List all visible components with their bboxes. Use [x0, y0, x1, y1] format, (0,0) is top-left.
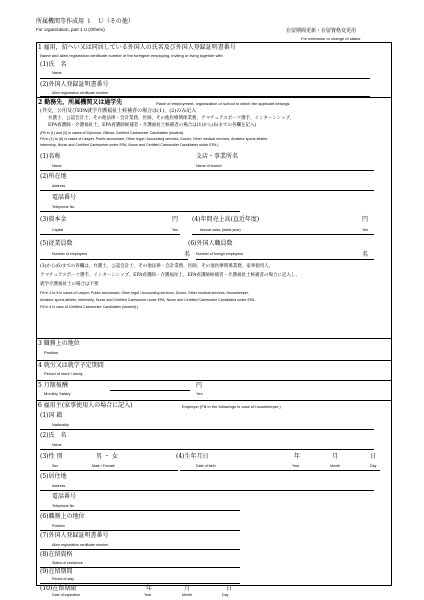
s1-alien-field[interactable] [40, 96, 370, 97]
s2-note3-en: Internship, Nurse and Certified Careworker under EPA, Nurse and Certified Careworker Candidates under EPA.) [40, 143, 219, 147]
s6-pos-field[interactable] [40, 530, 240, 531]
s6-sex-options[interactable]: 男 ・ 女 [96, 453, 118, 460]
divider-s4 [36, 360, 392, 361]
s2-branch-label: 支店・事業所名 [196, 153, 239, 160]
s5-heading: 5 月額報酬 [38, 382, 68, 389]
s6-status-label-en: Status of residence [52, 561, 83, 565]
s6-tel-label-en: Telephone No. [52, 504, 76, 508]
s5-salary-field[interactable] [110, 390, 190, 391]
form-title-en: For organization, part 1 U (Others) [36, 27, 105, 32]
s2-note4-en: Fill in 3 to 5 in cases of Lawyer, Public accountant, Other legal / Accounting services, Doctor, Other medical services, Housekeeper, [40, 291, 249, 295]
s2-heading-en: Place of employment, organization or school to which the applicant belongs [156, 101, 290, 106]
s2-sales-unit: 円 [362, 216, 369, 223]
s1-name-label-en: Name [52, 71, 62, 75]
s6-status-label: (8)在留資格 [40, 551, 73, 558]
s6-tel-field[interactable] [40, 510, 240, 511]
s6-heading-en: Employer (Fill in the followings in case of housekeeper.) [182, 404, 281, 409]
s2-branch-label-en: Name of branch [196, 164, 222, 168]
s6-dob-month-en: Month [330, 464, 340, 468]
s6-addr-label: (5)居住地 [40, 473, 67, 480]
s6-name-label-en: Name [52, 443, 62, 447]
s2-foreign-label: (6)外国人職員数 [188, 240, 233, 247]
s6-exp-year-en: Year [144, 593, 152, 597]
s1-heading-en: Name and alien registration certificate number of the foreigner employing, inviting or living together with [40, 53, 223, 58]
s2-sales-label-en: Annual sales (latest year) [200, 228, 241, 232]
form-purpose-en: For extension or change of status [301, 36, 361, 41]
s6-heading: 6 雇用主(家事使用人の場合に記入) [38, 402, 133, 409]
s2-sales-yen: Yen [362, 228, 369, 232]
s2-tel-label: 電話番号 [52, 194, 77, 201]
s6-exp-month: 月 [184, 585, 191, 592]
s6-sex-options-en: Male / Female [92, 464, 115, 468]
s2-note4: (3)から(6)までの各欄は，弁護士，公認会計士，その他法律・会計業務，医師，その他医療関係業務，家事使用人， [40, 264, 274, 269]
s6-alien-field[interactable] [40, 549, 240, 550]
s2-sales-field[interactable] [192, 234, 374, 235]
s6-pos-label: (6)職務上の地位 [40, 513, 85, 520]
s6-name-label: (2)氏 名 [40, 432, 67, 439]
s2-capital-label-en: Capital [52, 228, 64, 232]
s2-tel-label-en: Telephone No. [52, 205, 76, 209]
s6-period-label: (9)在留期間 [40, 568, 73, 575]
s2-address-label-en: Address [52, 184, 66, 188]
s6-dob-month: 月 [332, 453, 339, 460]
s6-dob-day-en: Day [370, 464, 377, 468]
form-title: 所属機関等作成用 １ Ｕ（その他） [36, 18, 134, 25]
s6-period-field[interactable] [40, 583, 240, 584]
s2-name-field[interactable] [40, 170, 374, 171]
s3-heading: 3 職務上の地位 [38, 340, 80, 347]
s6-dob-year: 年 [294, 453, 301, 460]
divider-s2 [36, 97, 392, 98]
divider-s5 [36, 380, 392, 381]
s2-employees-unit: 名 [184, 251, 191, 258]
s2-note1-en: (Fill in (1) and (2) in cases of Diplomat, Official, Certified Careworker Candidates (student). [40, 131, 184, 135]
s2-note6-en: Fill in 4 in case of Certified Careworker Candidates (student).) [40, 305, 139, 309]
s6-dob-year-en: Year [292, 464, 300, 468]
s6-exp-label: (10)在留期限 [40, 585, 77, 592]
s6-exp-month-en: Month [182, 593, 192, 597]
s2-note6: 就学介護福祉士の場合は不要 [40, 282, 99, 287]
divider-s6 [36, 400, 392, 401]
divider-s3 [36, 338, 392, 339]
s6-alien-label: (7)外国人登録証明書番号 [40, 532, 109, 539]
s2-note5: アマチュアスポーツ選手，インターンシップ，EPA看護師・介護福祉士，EPA看護師候補者・介護福祉士候補者の場合に記入し， [40, 273, 300, 278]
s1-alien-label-en: Alien registration certificate number [52, 91, 109, 95]
s2-foreign-field[interactable] [196, 259, 374, 260]
s6-exp-day: 日 [226, 585, 233, 592]
s6-dob-label-en: Date of birth [196, 464, 216, 468]
s1-name-label: (1)氏 名 [40, 61, 67, 68]
s6-sex-label-en: Sex [52, 464, 59, 468]
form-purpose: 在留期間更新・在留資格変更用 [286, 28, 357, 34]
s2-capital-field[interactable] [40, 234, 180, 235]
s2-note2-en: Fill in (1) to (6) in cases of Lawyer, Public accountant, Other legal / Accounting services, Doctor, Other medical services, Amateur sports athlete, [40, 137, 269, 141]
s6-sex-field[interactable] [40, 470, 178, 471]
s6-nat-label: (1)国 籍 [40, 412, 63, 419]
s6-period-label-en: Period of stay [52, 577, 74, 581]
s6-addr-field[interactable] [40, 490, 374, 491]
s6-alien-label-en: Alien registration certificate number [52, 543, 109, 547]
s2-address-field[interactable] [40, 190, 374, 191]
s6-dob-label: (4)生年月日 [176, 453, 209, 460]
s1-heading: 1 雇用，招へい又は同居している外国人の氏名及び外国人登録証明書番号 [38, 44, 236, 51]
s2-employees-field[interactable] [40, 259, 188, 260]
s2-tel-field[interactable] [40, 211, 240, 212]
s2-name-label-en: Name [52, 164, 62, 168]
s5-unit: 円 [196, 382, 203, 389]
s2-sales-label: (4)年間売上高(直近年度) [192, 216, 260, 223]
s5-heading-en: Monthly Salary [44, 391, 71, 396]
s6-pos-label-en: Position [52, 524, 65, 528]
s2-note5-en: Amateur sports athlete, Internship, Nurse and Certified Careworker under EPA, Nurse and Certified Careworker Candidates under EPA. [40, 298, 256, 302]
s2-note1: (外交，公用及びEPA就学介護福祉士候補者の場合は(1)，(2)のみ記入 [40, 108, 197, 114]
s3-heading-en: Position [44, 350, 59, 355]
s6-name-field[interactable] [40, 449, 374, 450]
s6-nat-label-en: Nationality [52, 423, 69, 427]
s4-heading-en: Period of work / study [44, 371, 83, 376]
s6-sex-label: (3)性 別 [40, 453, 63, 460]
s6-exp-day-en: Day [222, 593, 229, 597]
s2-foreign-unit: 名 [362, 251, 369, 258]
s6-exp-year: 年 [146, 585, 153, 592]
s6-dob-field[interactable] [180, 470, 380, 471]
s2-address-label: (2)所在地 [40, 173, 67, 180]
s2-note3: EPA看護師・介護福祉士，EPA看護師候補者・介護福祉士候補者の場合は(1)から(6)までの各欄を記入) [48, 123, 257, 128]
s2-note2: 弁護士，公認会計士，その他法律・会計業務，医師，その他医療関係業務，アマチュアスポーツ選手，インターンシップ， [48, 116, 295, 121]
s6-addr-label-en: Address [52, 484, 66, 488]
s2-capital-yen: Yen [172, 228, 179, 232]
s2-capital-unit: 円 [172, 216, 179, 223]
s2-name-label: (1)名称 [40, 153, 61, 160]
s1-alien-label: (2)外国人登録証明書番号 [40, 81, 109, 88]
s2-employees-label-en: Number of employees [52, 252, 88, 256]
s1-name-field[interactable] [40, 78, 370, 79]
s2-foreign-label-en: Number of foreign employees [196, 252, 244, 256]
s6-tel-label: 電話番号 [52, 493, 77, 500]
s2-employees-label: (5)従業員数 [40, 240, 73, 247]
s5-unit-en: Yen [196, 391, 203, 396]
s2-capital-label: (3)資本金 [40, 216, 67, 223]
s4-heading: 4 就労又は就学予定期間 [38, 362, 104, 369]
s6-dob-day: 日 [370, 453, 377, 460]
s6-nat-field[interactable] [40, 429, 374, 430]
s6-exp-label-en: Date of expiration [52, 593, 81, 597]
s2-heading: 2 勤務先，所属機関又は通学先 [38, 99, 123, 106]
